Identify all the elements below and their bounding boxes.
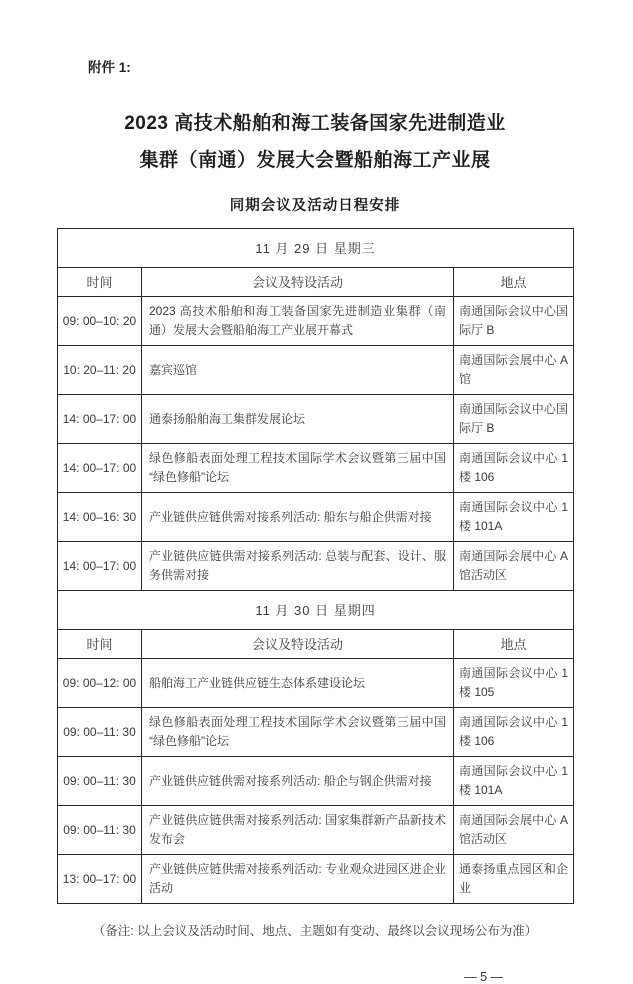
time-cell: 09: 00–11: 30	[58, 757, 142, 806]
time-cell: 09: 00–11: 30	[58, 708, 142, 757]
column-header-location: 地点	[454, 630, 574, 659]
table-row	[58, 659, 574, 708]
page-number: — 5 —	[464, 970, 503, 984]
table-row	[58, 493, 574, 542]
location-cell: 南通国际会议中心 1 楼 105	[454, 659, 574, 708]
column-header-time: 时间	[58, 630, 142, 659]
date-header: 11 月 29 日 星期三	[58, 229, 574, 268]
activity-cell: 产业链供应链供需对接系列活动: 总装与配套、设计、服务供需对接	[142, 542, 454, 591]
location-cell: 南通国际会议中心国际厅 B	[454, 297, 574, 346]
document-title-line-2: 集群（南通）发展大会暨船舶海工产业展	[139, 150, 491, 171]
activity-cell: 产业链供应链供需对接系列活动: 专业观众进园区进企业活动	[142, 855, 454, 904]
column-header-row	[58, 630, 574, 659]
location-cell: 南通国际会议中心 1 楼 106	[454, 708, 574, 757]
document-title-line-1: 2023 高技术船舶和海工装备国家先进制造业	[124, 113, 506, 134]
table-row	[58, 395, 574, 444]
activity-cell: 绿色修船表面处理工程技术国际学术会议暨第三届中国“绿色修船”论坛	[142, 708, 454, 757]
schedule-table	[57, 228, 574, 904]
table-row	[58, 757, 574, 806]
date-row	[58, 591, 574, 630]
time-cell: 09: 00–11: 30	[58, 806, 142, 855]
activity-cell: 2023 高技术船舶和海工装备国家先进制造业集群（南通）发展大会暨船舶海工产业展开幕式	[142, 297, 454, 346]
activity-cell: 产业链供应链供需对接系列活动: 船企与钢企供需对接	[142, 757, 454, 806]
location-cell: 通泰扬重点园区和企业	[454, 855, 574, 904]
time-cell: 14: 00–17: 00	[58, 542, 142, 591]
time-cell: 09: 00–10: 20	[58, 297, 142, 346]
time-cell: 10: 20–11: 20	[58, 346, 142, 395]
time-cell: 09: 00–12: 00	[58, 659, 142, 708]
activity-cell: 产业链供应链供需对接系列活动: 船东与船企供需对接	[142, 493, 454, 542]
column-header-row	[58, 268, 574, 297]
attachment-label: 附件 1:	[88, 60, 131, 75]
schedule-subtitle: 同期会议及活动日程安排	[229, 198, 401, 214]
time-cell: 14: 00–16: 30	[58, 493, 142, 542]
location-cell: 南通国际会展中心 A 馆活动区	[454, 542, 574, 591]
table-row	[58, 346, 574, 395]
document-title	[57, 105, 573, 179]
table-row	[58, 855, 574, 904]
date-row	[58, 229, 574, 268]
activity-cell: 绿色修船表面处理工程技术国际学术会议暨第三届中国“绿色修船”论坛	[142, 444, 454, 493]
table-row	[58, 297, 574, 346]
activity-cell: 产业链供应链供需对接系列活动: 国家集群新产品新技术发布会	[142, 806, 454, 855]
location-cell: 南通国际会议中心 1 楼 101A	[454, 493, 574, 542]
column-header-activity: 会议及特设活动	[142, 630, 454, 659]
table-row	[58, 806, 574, 855]
table-row	[58, 542, 574, 591]
location-cell: 南通国际会展中心 A 馆	[454, 346, 574, 395]
footnote: （备注: 以上会议及活动时间、地点、主题如有变动、最终以会议现场公布为准）	[92, 924, 538, 938]
column-header-activity: 会议及特设活动	[142, 268, 454, 297]
location-cell: 南通国际会议中心 1 楼 101A	[454, 757, 574, 806]
table-row	[58, 708, 574, 757]
date-header: 11 月 30 日 星期四	[58, 591, 574, 630]
time-cell: 14: 00–17: 00	[58, 444, 142, 493]
location-cell: 南通国际会议中心 1 楼 106	[454, 444, 574, 493]
time-cell: 14: 00–17: 00	[58, 395, 142, 444]
activity-cell: 嘉宾巡馆	[142, 346, 454, 395]
location-cell: 南通国际会展中心 A 馆活动区	[454, 806, 574, 855]
time-cell: 13: 00–17: 00	[58, 855, 142, 904]
location-cell: 南通国际会议中心国际厅 B	[454, 395, 574, 444]
activity-cell: 船舶海工产业链供应链生态体系建设论坛	[142, 659, 454, 708]
table-row	[58, 444, 574, 493]
activity-cell: 通泰扬船舶海工集群发展论坛	[142, 395, 454, 444]
column-header-location: 地点	[454, 268, 574, 297]
column-header-time: 时间	[58, 268, 142, 297]
